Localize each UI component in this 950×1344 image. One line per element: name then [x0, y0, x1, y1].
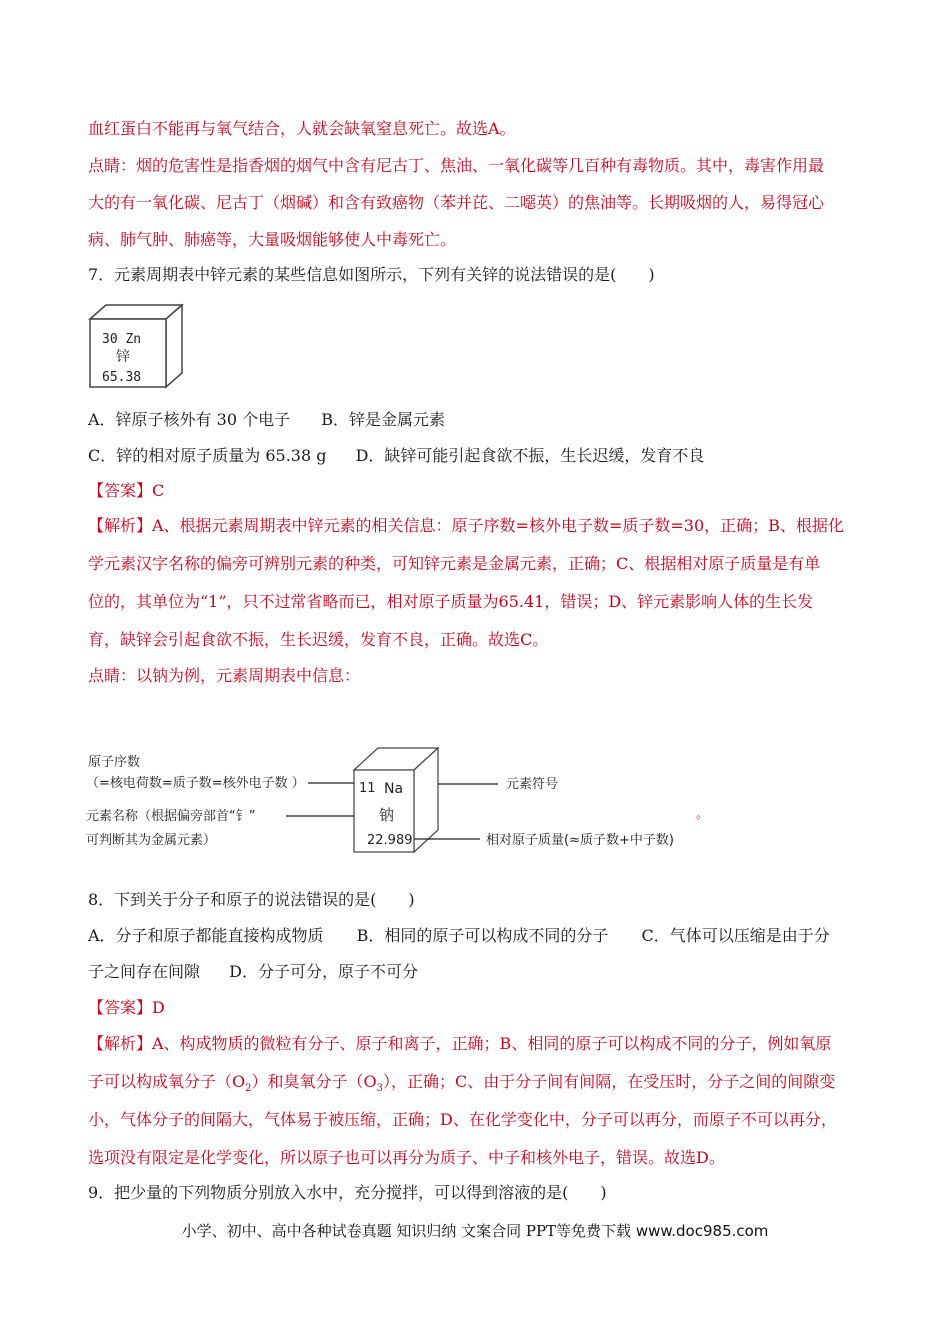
sodium-trailing-mark: 。: [696, 807, 710, 822]
q7-option-d: D．缺锌可能引起食欲不振，生长迟缓，发育不良: [355, 446, 705, 465]
sodium-element-diagram: [86, 740, 726, 860]
q8-option-c-cont: 子之间存在间隙: [88, 962, 201, 981]
footer-text: 小学、初中、高中各种试卷真题 知识归纳 文案合同 PPT等免费下载: [181, 1222, 632, 1240]
q8-option-b: B．相同的原子可以构成不同的分子: [356, 926, 609, 945]
q7-options-row-1: [88, 409, 445, 431]
sodium-mass: 22.989: [367, 833, 413, 848]
label-element-name-note: 可判断其为金属元素）: [86, 833, 217, 848]
q7-answer: 【答案】C: [88, 481, 165, 500]
q8-explanation-3: 小，气体分子的间隔大，气体易于被压缩，正确；D、在化学变化中，分子可以再分，而原子不可以再分，: [88, 1110, 837, 1129]
zinc-element-card: [86, 301, 186, 391]
line-4: 病、肺气肿、肺癌等，大量吸烟能够使人中毒死亡。: [88, 230, 457, 249]
label-element-name: 元素名称（根据偏旁部首“钅”: [86, 809, 256, 824]
label-atomic-number-note: （=核电荷数=质子数=核外电子数 ）: [86, 776, 305, 791]
q8-options-row-1: [88, 925, 830, 947]
q8-explanation-2: [88, 1071, 835, 1100]
q7-option-a: A．锌原子核外有 30 个电子: [88, 410, 291, 429]
label-atomic-number: 原子序数: [88, 755, 141, 770]
q8-exp2-part-c: ），正确；C、由于分子间有间隔，在受压时，分子之间的间隙变: [383, 1072, 836, 1091]
question-7: 7．元素周期表中锌元素的某些信息如图所示，下列有关锌的说法错误的是( ): [88, 265, 655, 284]
zinc-number-symbol: 30 Zn: [102, 332, 142, 347]
zinc-mass: 65.38: [102, 370, 142, 385]
footer-url[interactable]: www.doc985.com: [635, 1222, 769, 1240]
question-9: 9．把少量的下列物质分别放入水中，充分搅拌，可以得到溶液的是( ): [88, 1183, 607, 1202]
sodium-number: 11: [359, 781, 376, 796]
q8-exp2-sub-1: 2: [245, 1083, 252, 1095]
sodium-symbol: Na: [384, 781, 404, 797]
line-1: 血红蛋白不能再与氧气结合，人就会缺氧窒息死亡。故选A。: [88, 119, 516, 138]
line-3: 大的有一氧化碳、尼古丁（烟碱）和含有致癌物（苯并芘、二噁英）的焦油等。长期吸烟的人，易得冠心: [88, 193, 825, 212]
q8-answer: 【答案】D: [88, 998, 165, 1017]
q7-option-c: C．锌的相对原子质量为 65.38 g: [88, 446, 327, 465]
q8-exp2-sub-2: 3: [376, 1083, 383, 1095]
q7-explanation-2: 学元素汉字名称的偏旁可辨别元素的种类，可知锌元素是金属元素，正确；C、根据相对原子质量是有单: [88, 554, 821, 573]
q7-tip: 点睛：以钠为例，元素周期表中信息：: [88, 666, 361, 685]
page-footer: [0, 1220, 950, 1241]
q8-option-a: A．分子和原子都能直接构成物质: [88, 926, 324, 945]
q7-option-b: B．锌是金属元素: [321, 410, 445, 429]
q8-option-c: C．气体可以压缩是由于分: [641, 926, 830, 945]
zinc-name: 锌: [116, 349, 130, 365]
q7-explanation-3: 位的，其单位为“1”，只不过常省略而已，相对原子质量为65.41，错误；D、锌元素影响人体的生长发: [88, 592, 814, 611]
q8-exp2-part-b: ）和臭氧分子（O: [251, 1072, 377, 1091]
q8-option-d: D．分子可分，原子不可分: [229, 962, 418, 981]
sodium-name: 钠: [379, 806, 395, 824]
q8-exp2-part-a: 子可以构成氧分子（O: [88, 1072, 246, 1091]
q8-options-row-2: [88, 961, 418, 983]
line-2: 点睛：烟的危害性是指香烟的烟气中含有尼古丁、焦油、一氧化碳等几百种有毒物质。其中，毒害作用最: [88, 156, 825, 175]
q7-explanation-4: 育，缺锌会引起食欲不振，生长迟缓，发育不良，正确。故选C。: [88, 630, 549, 649]
q8-explanation-1: 【解析】A、构成物质的微粒有分子、原子和离子，正确；B、相同的原子可以构成不同的分子，例如氧原: [88, 1034, 832, 1053]
label-symbol: 元素符号: [506, 777, 559, 792]
q7-options-row-2: [88, 445, 704, 467]
q7-explanation-1: 【解析】A、根据元素周期表中锌元素的相关信息：原子序数=核外电子数=质子数=30，正确；B、根据化: [88, 516, 844, 535]
label-mass: 相对原子质量(≈质子数+中子数): [486, 833, 674, 848]
q8-explanation-4: 选项没有限定是化学变化，所以原子也可以再分为质子、中子和核外电子，错误。故选D。: [88, 1148, 725, 1167]
question-8: 8．下到关于分子和原子的说法错误的是( ): [88, 890, 415, 909]
